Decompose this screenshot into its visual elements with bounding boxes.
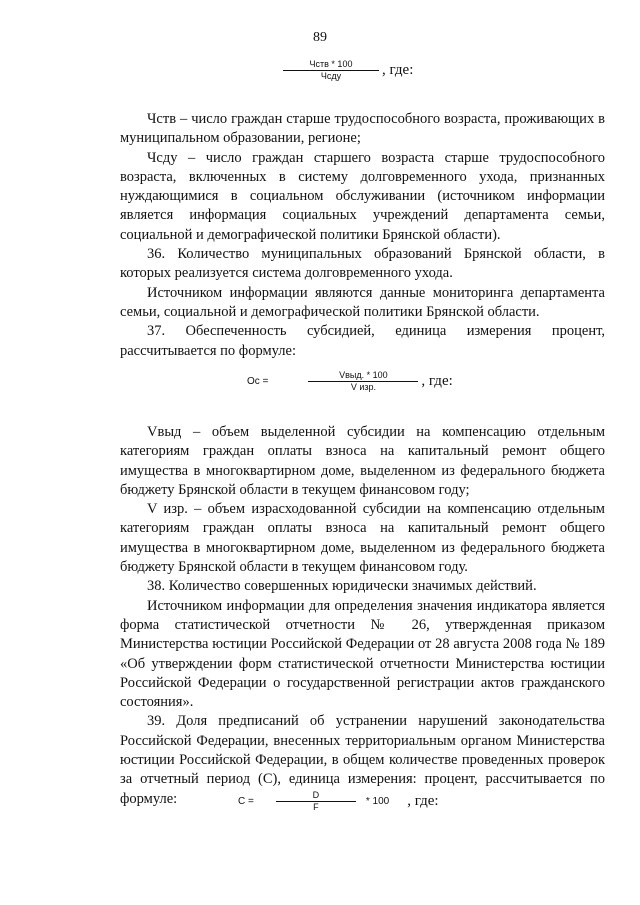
formula-suffix: , где: bbox=[407, 793, 439, 809]
paragraph: 39. Доля предписаний об устранении нарушений законодательства Российской Федерации, внесенных территориальным органом Министерства юстиции Российской Федерации, в общем количестве проведенных проверок за отчетный период (С), единица измерения: процент, рассчитывается по формуле: bbox=[120, 713, 605, 807]
paragraph: Чсду – число граждан старшего возраста старше трудоспособного возраста, включенных в систему долговременного ухода, признанных нуждающимися в социальном обслуживании (источником информации является информация социальных учреждений департамента семьи, социальной и демографической политики Брянской области). bbox=[120, 149, 605, 243]
paragraph: 38. Количество совершенных юридически значимых действий. bbox=[147, 578, 537, 595]
numerator: D bbox=[312, 790, 320, 800]
denominator: V изр. bbox=[350, 382, 376, 392]
denominator: Чсду bbox=[320, 71, 342, 81]
formula-1 bbox=[283, 59, 413, 82]
numerator: Vвыд. * 100 bbox=[339, 370, 388, 380]
formula-suffix: , где: bbox=[382, 62, 414, 78]
paragraph: 37. Обеспеченность субсидией, единица измерения процент, рассчитывается по формуле: bbox=[120, 323, 605, 359]
formula-3 bbox=[238, 790, 439, 813]
formula-suffix: , где: bbox=[421, 373, 453, 389]
paragraph: Источником информации являются данные мониторинга департамента семьи, социальной и демографической политики Брянской области. bbox=[120, 284, 605, 320]
numerator: Чств * 100 bbox=[309, 59, 353, 69]
formula-multiplier: * 100 bbox=[365, 796, 390, 807]
paragraph: Чств – число граждан старше трудоспособного возраста, проживающих в муниципальном образовании, регионе; bbox=[120, 111, 605, 147]
fraction bbox=[276, 790, 356, 813]
text-block-2 bbox=[120, 423, 605, 809]
fraction bbox=[308, 370, 418, 393]
formula-lhs: С = bbox=[238, 796, 254, 807]
text-block-1 bbox=[120, 110, 605, 361]
paragraph: Vвыд – объем выделенной субсидии на компенсацию отдельным категориям граждан оплаты взноса на капитальный ремонт общего имущества в многоквартирном доме, выделенном из федерального бюджета бюджету Брянской области в текущем финансовом году; bbox=[120, 424, 605, 498]
formula-2 bbox=[247, 370, 453, 393]
paragraph: Источником информации для определения значения индикатора является форма статистической отчетности № 26, утвержденная приказом Министерства юстиции Российской Федерации от 28 августа 2008 года № 189 «Об утверждении форм статистической отчетности Министерства юстиции Российской Федерации о государственной регистрации актов гражданского состояния». bbox=[120, 597, 605, 711]
formula-lhs: Ос = bbox=[247, 376, 269, 387]
paragraph: V изр. – объем израсходованной субсидии на компенсацию отдельным категориям граждан оплаты взноса на капитальный ремонт общего имущества в многоквартирном доме, выделенном из федерального бюджета бюджету Брянской области в текущем финансовом году. bbox=[120, 501, 605, 576]
denominator: F bbox=[313, 802, 319, 812]
paragraph: 36. Количество муниципальных образований Брянской области, в которых реализуется система долговременного ухода. bbox=[120, 246, 605, 282]
page-number: 89 bbox=[313, 30, 327, 45]
fraction bbox=[283, 59, 379, 82]
